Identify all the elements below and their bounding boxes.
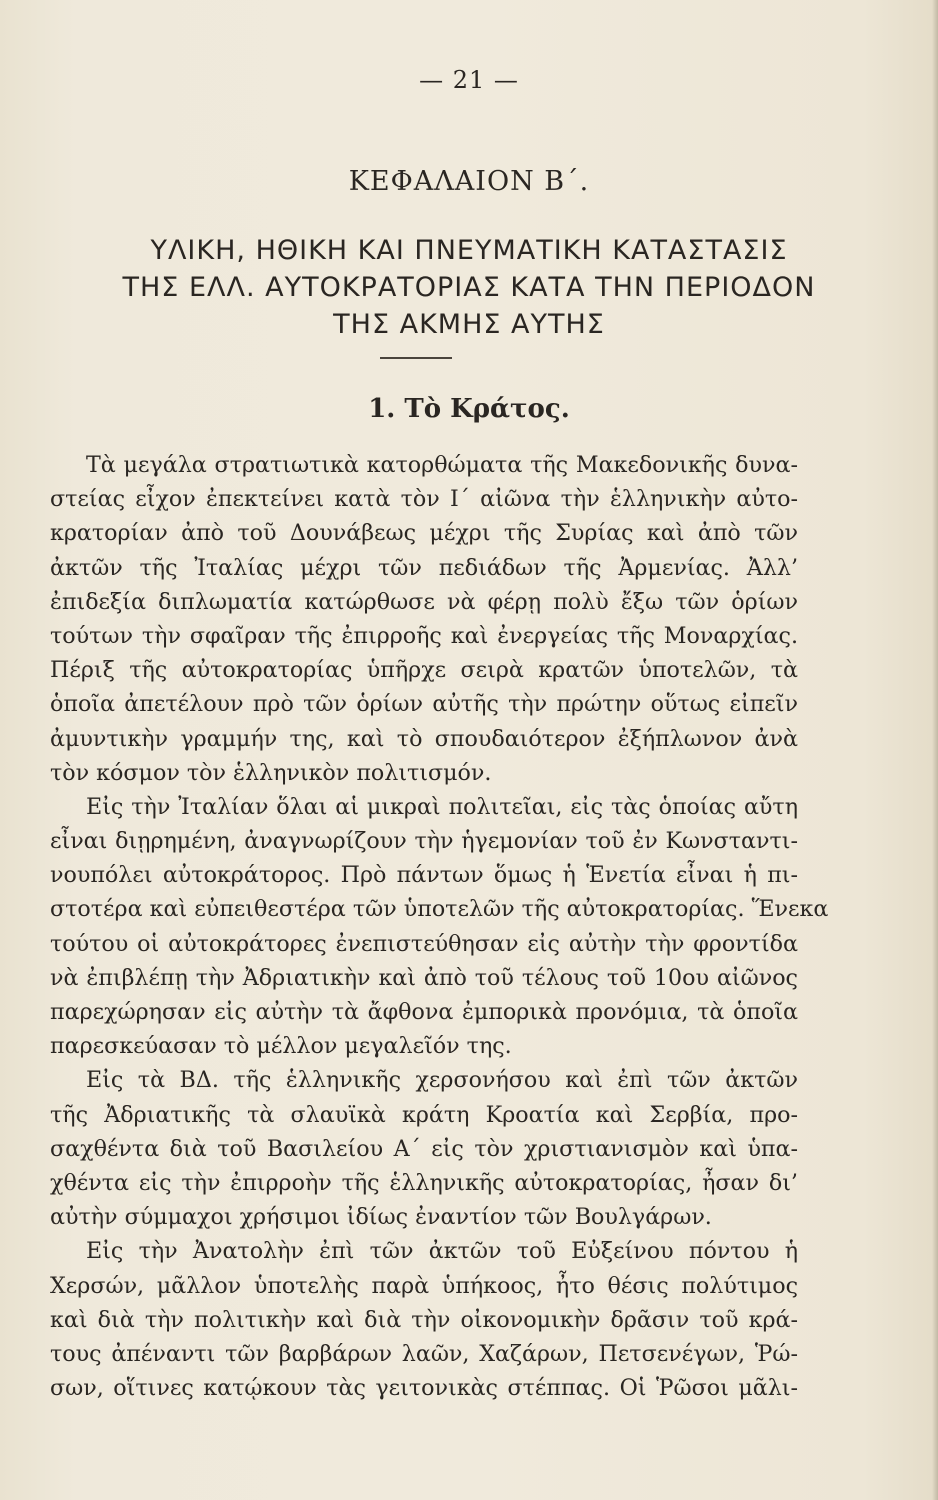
text-line: καὶ διὰ τὴν πολιτικὴν καὶ διὰ τὴν οἰκονομικὴν δρᾶσιν τοῦ κρά- [50,1306,798,1333]
text-line: νὰ ἐπιβλέπῃ τὴν Ἀδριατικὴν καὶ ἀπὸ τοῦ τέλους τοῦ 10ου αἰῶνος [50,964,798,991]
divider-rule [380,357,452,359]
text-line: στείας εἶχον ἐπεκτείνει κατὰ τὸν Ι΄ αἰῶνα τὴν ἑλληνικὴν αὐτο- [50,486,798,513]
body-text [50,448,829,1405]
page-number: — 21 — [419,66,519,94]
text-line: Εἰς τὰ ΒΔ. τῆς ἑλληνικῆς χερσονήσου καὶ ἐπὶ τῶν ἀκτῶν [86,1067,798,1094]
text-line: ἐπιδεξία διπλωματία κατώρθωσε νὰ φέρῃ πολὺ ἔξω τῶν ὁρίων [50,588,798,615]
text-line: σαχθέντα διὰ τοῦ Βασιλείου Α΄ εἰς τὸν χριστιανισμὸν καὶ ὑπα- [50,1135,798,1162]
title-line: ΤΗΣ ΕΛΛ. ΑΥΤΟΚΡΑΤΟΡΙΑΣ ΚΑΤΑ ΤΗΝ ΠΕΡΙΟΔΟΝ [122,272,816,303]
text-line: τῆς Ἀδριατικῆς τὰ σλαυϊκὰ κράτη Κροατία καὶ Σερβία, προ- [50,1101,798,1128]
chapter-title [60,232,878,343]
text-line: Εἰς τὴν Ἀνατολὴν ἐπὶ τῶν ἀκτῶν τοῦ Εὐξείνου πόντου ἡ [86,1238,798,1265]
text-line: Πέριξ τῆς αὐτοκρατορίας ὑπῆρχε σειρὰ κρατῶν ὑποτελῶν, τὰ [50,657,798,684]
title-line: ΥΛΙΚΗ, ΗΘΙΚΗ ΚΑΙ ΠΝΕΥΜΑΤΙΚΗ ΚΑΤΑΣΤΑΣΙΣ [150,235,788,266]
section-heading: 1. Τὸ Κράτος. [368,394,570,424]
page-edge-shadow [932,0,938,1500]
title-line: ΤΗΣ ΑΚΜΗΣ ΑΥΤΗΣ [333,309,605,340]
text-line: στοτέρα καὶ εὐπειθεστέρα τῶν ὑποτελῶν τῆς αὐτοκρατορίας. Ἕνεκα [50,896,829,923]
text-line: κρατορίαν ἀπὸ τοῦ Δουνάβεως μέχρι τῆς Συρίας καὶ ἀπὸ τῶν [50,520,798,547]
text-line: ὁποῖα ἀπετέλουν πρὸ τῶν ὁρίων αὐτῆς τὴν πρώτην οὕτως εἰπεῖν [50,691,798,718]
text-line: τούτων τὴν σφαῖραν τῆς ἐπιρροῆς καὶ ἐνεργείας τῆς Μοναρχίας. [50,622,798,649]
text-line: παρεσκεύασαν τὸ μέλλον μεγαλεῖόν της. [50,1033,512,1060]
text-line: εἶναι διῃρημένη, ἀναγνωρίζουν τὴν ἡγεμονίαν τοῦ ἐν Κωνσταντι- [50,828,798,855]
text-line: παρεχώρησαν εἰς αὐτὴν τὰ ἄφθονα ἐμπορικὰ προνόμια, τὰ ὁποῖα [50,999,798,1025]
text-line: Χερσών, μᾶλλον ὑποτελὴς παρὰ ὑπήκοος, ἦτο θέσις πολύτιμος [50,1272,798,1299]
text-line: Εἰς τὴν Ἰταλίαν ὅλαι αἱ μικραὶ πολιτεῖαι, εἰς τὰς ὁποίας αὔτη [86,793,798,820]
text-line: ἀκτῶν τῆς Ἰταλίας μέχρι τῶν πεδιάδων τῆς Ἀρμενίας. Ἀλλ’ [50,554,798,581]
text-line: νουπόλει αὐτοκράτορος. Πρὸ πάντων ὅμως ἡ Ἑνετία εἶναι ἡ πι- [50,862,798,889]
text-line: τὸν κόσμον τὸν ἑλληνικὸν πολιτισμόν. [50,759,492,786]
text-line: Τὰ μεγάλα στρατιωτικὰ κατορθώματα τῆς Μακεδονικῆς δυνα- [86,452,798,478]
text-line: ἀμυντικὴν γραμμήν της, καὶ τὸ σπουδαιότερον ἐξήπλωνον ἀνὰ [50,725,798,752]
text-line: χθέντα εἰς τὴν ἐπιρροὴν τῆς ἑλληνικῆς αὐτοκρατορίας, ἦσαν δι’ [50,1169,798,1196]
text-line: τούτου οἱ αὐτοκράτορες ἐνεπιστεύθησαν εἰς αὐτὴν τὴν φροντίδα [50,930,798,957]
chapter-heading: ΚΕΦΑΛΑΙΟΝ Β΄. [348,166,590,197]
text-line: αὐτὴν σύμμαχοι χρήσιμοι ἰδίως ἐναντίον τῶν Βουλγάρων. [50,1204,712,1231]
text-line: σων, οἵτινες κατῴκουν τὰς γειτονικὰς στέππας. Οἱ Ῥῶσοι μᾶλι- [50,1375,798,1402]
text-line: τους ἀπέναντι τῶν βαρβάρων λαῶν, Χαζάρων, Πετσενέγων, Ῥώ- [50,1340,798,1367]
